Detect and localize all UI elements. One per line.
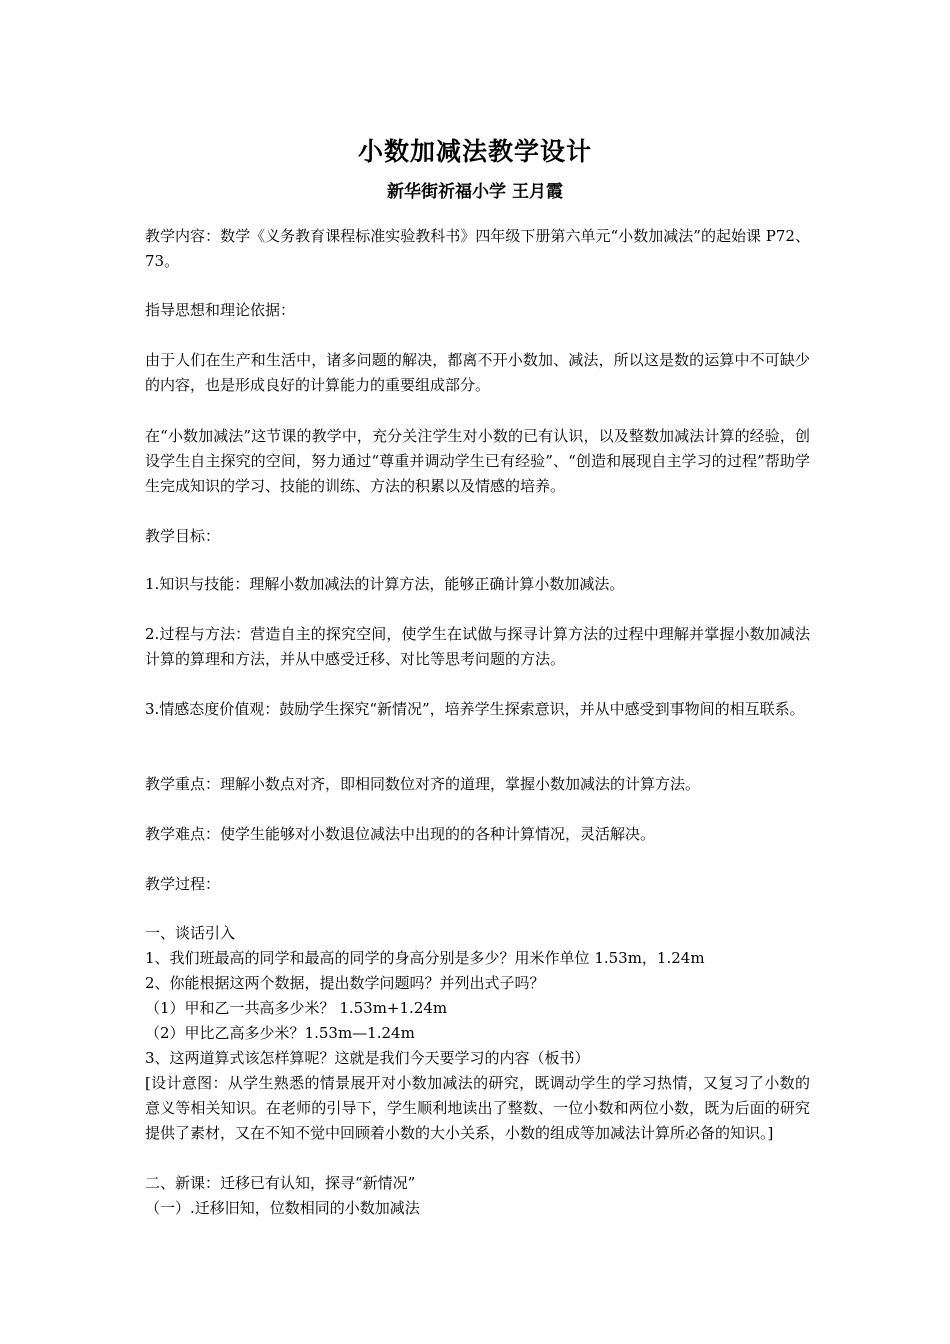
process-line: 1、我们班最高的同学和最高的同学的身高分别是多少？用米作单位 1.53m，1.24m (145, 949, 705, 967)
author-line: 新华街祈福小学 王月霞 (387, 182, 563, 202)
design-intent-note: [设计意图：从学生熟悉的情景展开对小数加减法的研究，既调动学生的学习热情，又复习了小数的意义等相关知识。在老师的引导下，学生顺利地读出了整数、一位小数和两位小数，既为后面的研究提供了素材，又在不知不觉中回顾着小数的大小关系，小数的组成等加减法计算所必备的知识。] (145, 1074, 810, 1142)
teaching-content: 教学内容：数学《义务教育课程标准实验教科书》四年级下册第六单元“小数加减法”的起始课 P72、73。 (145, 227, 810, 270)
process-heading: 教学过程： (145, 875, 221, 893)
goals-heading: 教学目标： (145, 527, 221, 545)
section-2-heading: 二、新课：迁移已有认知，探寻“新情况” (145, 1174, 416, 1192)
key-point: 教学重点：理解小数点对齐，即相同数位对齐的道理，掌握小数加减法的计算方法。 (145, 775, 701, 793)
goal-2: 2.过程与方法：营造自主的探究空间，使学生在试做与探寻计算方法的过程中理解并掌握小数加减法计算的算理和方法，并从中感受迁移、对比等思考问题的方法。 (145, 625, 810, 668)
guide-paragraph-2: 在“小数加减法”这节课的教学中，充分关注学生对小数的已有认识，以及整数加减法计算的经验，创设学生自主探究的空间，努力通过“尊重并调动学生已有经验”、“创造和展现自主学习的过程”帮助学生完成知识的学习、技能的训练、方法的积累以及情感的培养。 (145, 427, 810, 495)
guide-heading: 指导思想和理论依据： (145, 301, 296, 319)
goal-3: 3.情感态度价值观：鼓励学生探究“新情况”，培养学生探索意识，并从中感受到事物间的相互联系。 (145, 700, 805, 718)
guide-paragraph-1: 由于人们在生产和生活中，诸多问题的解决，都离不开小数加、减法，所以这是数的运算中不可缺少的内容，也是形成良好的计算能力的重要组成部分。 (145, 351, 810, 394)
process-line: 3、这两道算式该怎样算呢？这就是我们今天要学习的内容（板书） (145, 1049, 590, 1067)
process-line: （1）甲和乙一共高多少米？ 1.53m+1.24m (145, 999, 448, 1017)
process-line: （2）甲比乙高多少米？1.53m—1.24m (145, 1024, 415, 1042)
difficulty: 教学难点：使学生能够对小数退位减法中出现的的各种计算情况，灵活解决。 (145, 825, 656, 843)
goal-1: 1.知识与技能：理解小数加减法的计算方法，能够正确计算小数加减法。 (145, 575, 625, 593)
process-line: 2、你能根据这两个数据，提出数学问题吗？并列出式子吗？ (145, 974, 545, 992)
section-2-subheading: （一）.迁移旧知，位数相同的小数加减法 (145, 1199, 420, 1217)
process-line: 一、谈话引入 (145, 924, 236, 942)
document-title: 小数加减法教学设计 (357, 137, 592, 166)
